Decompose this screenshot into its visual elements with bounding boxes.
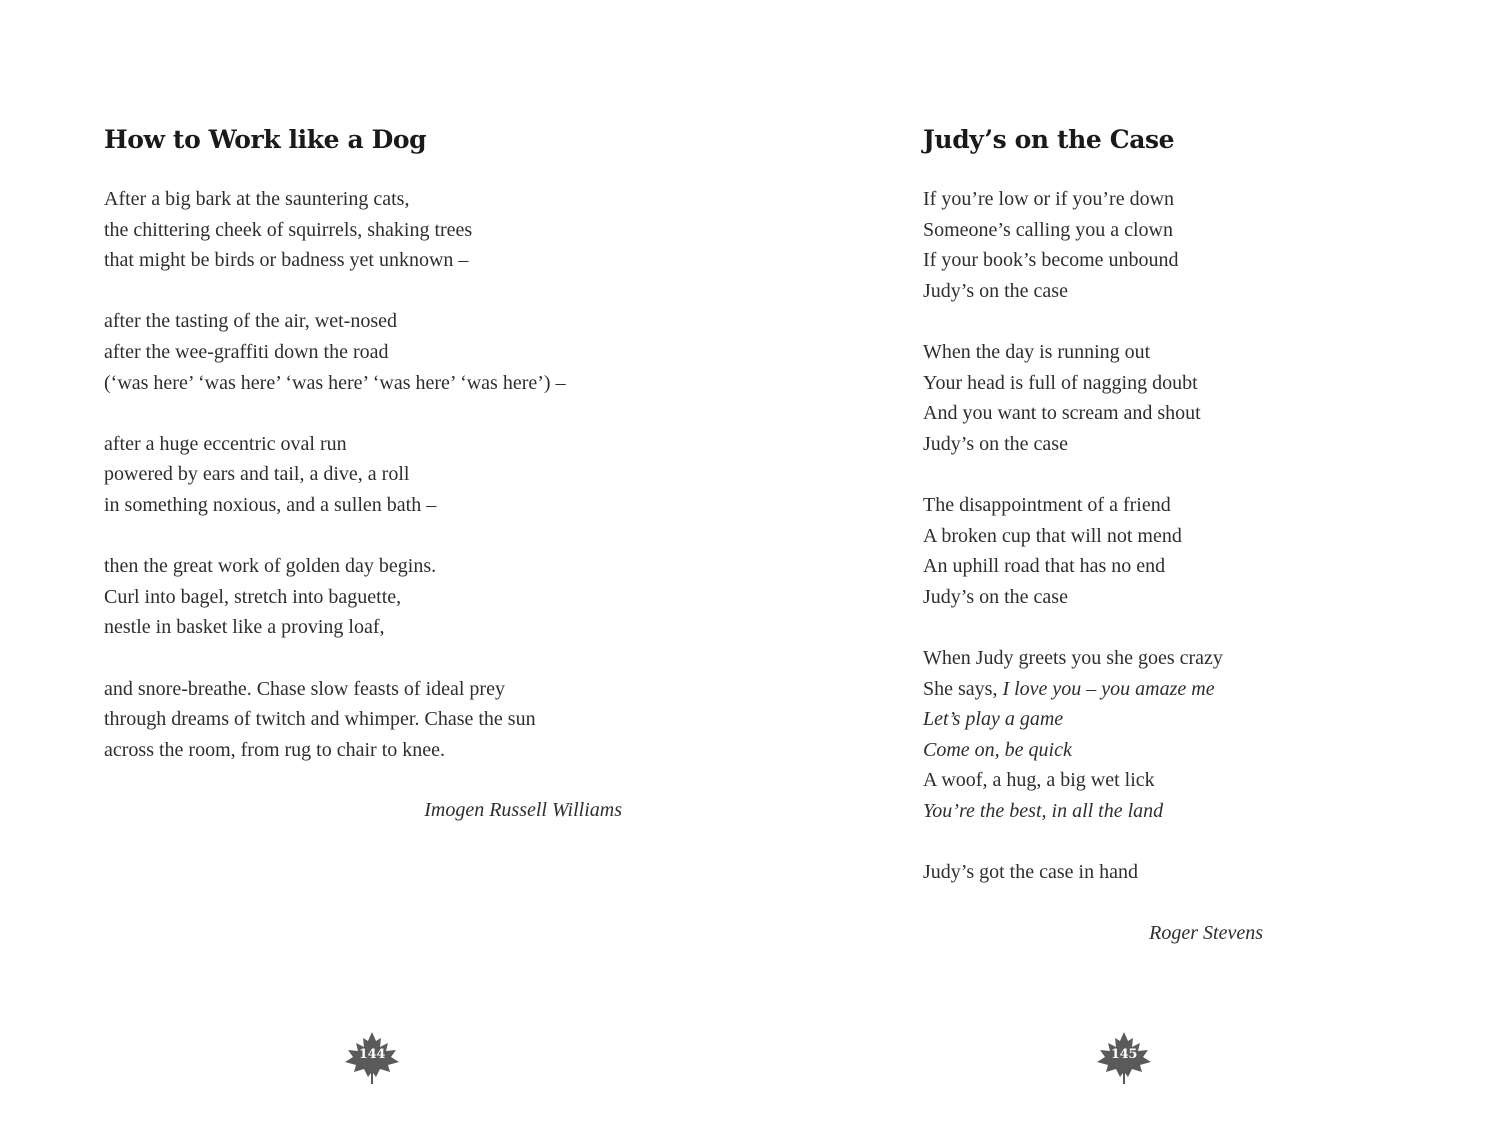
poem-line: When the day is running out xyxy=(923,340,1151,363)
stanza xyxy=(104,184,624,276)
poem-line: in something noxious, and a sullen bath – xyxy=(104,493,437,516)
poem-line: If you’re low or if you’re down xyxy=(923,188,1175,210)
poem-line: The disappointment of a friend xyxy=(923,493,1171,516)
stanza xyxy=(104,429,624,521)
poem-line: then the great work of golden day begins. xyxy=(104,555,437,578)
stanza xyxy=(923,857,1268,888)
stanza xyxy=(923,490,1268,612)
stanza xyxy=(104,674,624,766)
poem-line xyxy=(923,704,1268,735)
stanza xyxy=(923,337,1268,459)
poem-line: Your head is full of nagging doubt xyxy=(923,371,1198,394)
poem-line: An uphill road that has no end xyxy=(923,555,1166,578)
stanza xyxy=(104,306,624,398)
poem-line: after a huge eccentric oval run xyxy=(104,432,347,455)
poem-line: and snore-breathe. Chase slow feasts of ideal prey xyxy=(104,677,505,700)
poem-how-to-work-like-a-dog xyxy=(104,118,624,826)
poem-line: Someone’s calling you a clown xyxy=(923,218,1173,241)
poem-line: after the wee-graffiti down the road xyxy=(104,340,389,363)
poem-line: If your book’s become unbound xyxy=(923,249,1179,272)
poem-line: And you want to scream and shout xyxy=(923,402,1201,425)
stanza xyxy=(923,643,1268,827)
poem-author: Imogen Russell Williams xyxy=(424,799,622,822)
poem-line: A broken cup that will not mend xyxy=(923,524,1182,547)
poem-line-italic: You’re the best, in all the land xyxy=(923,799,1164,822)
poem-line xyxy=(923,796,1268,827)
poem-line: A woof, a hug, a big wet lick xyxy=(923,769,1155,792)
poem-judys-on-the-case xyxy=(923,118,1268,948)
poem-title: Judy’s on the Case xyxy=(923,125,1175,154)
poem-line-italic: Come on, be quick xyxy=(923,738,1072,761)
poem-line: Judy’s on the case xyxy=(923,585,1068,608)
stanza xyxy=(923,184,1268,306)
poem-line-italic: Let’s play a game xyxy=(923,708,1064,731)
poem-author: Roger Stevens xyxy=(1149,921,1263,944)
poem-line: After a big bark at the sauntering cats, xyxy=(104,188,410,210)
poem-line: after the tasting of the air, wet-nosed xyxy=(104,310,397,333)
page-number-folio xyxy=(343,1031,401,1085)
poem-line: the chittering cheek of squirrels, shaking trees xyxy=(104,218,473,241)
poem-line: nestle in basket like a proving loaf, xyxy=(104,616,385,639)
poem-line: Judy’s got the case in hand xyxy=(923,861,1138,884)
poem-line: When Judy greets you she goes crazy xyxy=(923,646,1223,669)
poem-line: that might be birds or badness yet unknown – xyxy=(104,249,469,272)
poem-line: across the room, from rug to chair to knee. xyxy=(104,738,446,761)
page-number: 144 xyxy=(358,1047,386,1062)
right-page xyxy=(750,0,1500,1137)
poem-title: How to Work like a Dog xyxy=(104,125,427,154)
page-number-folio xyxy=(1095,1031,1153,1085)
poem-line: Curl into bagel, stretch into baguette, xyxy=(104,585,402,608)
poem-line xyxy=(923,674,1268,705)
poem-line: (‘was here’ ‘was here’ ‘was here’ ‘was here’ ‘was here’) – xyxy=(104,371,566,394)
poem-line-plain: She says, xyxy=(923,677,1003,700)
poem-line: powered by ears and tail, a dive, a roll xyxy=(104,463,410,486)
poem-line: Judy’s on the case xyxy=(923,432,1068,455)
poem-line xyxy=(923,735,1268,766)
poem-line-italic: I love you – you amaze me xyxy=(1002,677,1215,700)
page-number: 145 xyxy=(1110,1047,1138,1062)
poem-line: through dreams of twitch and whimper. Chase the sun xyxy=(104,708,536,731)
poem-line: Judy’s on the case xyxy=(923,279,1068,302)
stanza xyxy=(104,551,624,643)
